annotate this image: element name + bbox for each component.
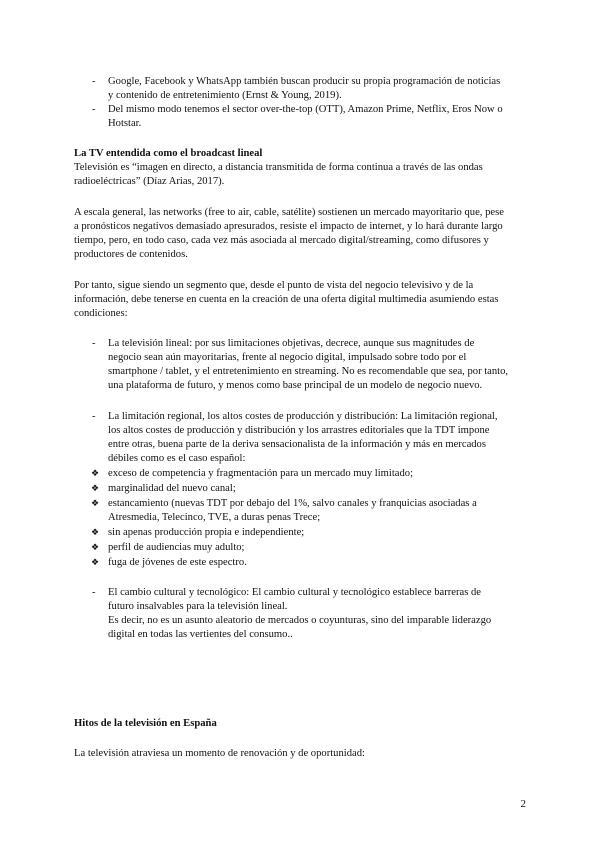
top-bullet-1-line-1 bbox=[108, 74, 528, 89]
diamond-bullet-icon: ❖ bbox=[91, 557, 100, 567]
paragraph-2-line-2: información, debe tenerse en cuenta en la creación de una oferta digital multimedia asumiendo estas bbox=[74, 294, 499, 305]
bullet-marker: - bbox=[92, 104, 96, 115]
bullet-c-line-1: El cambio cultural y tecnológico: El cambio cultural y tecnológico establece barreras de bbox=[108, 587, 481, 598]
bullet-c-line-3: Es decir, no es un asunto aleatorio de mercados o coyunturas, sino del imparable liderazgo bbox=[108, 615, 492, 626]
paragraph-2-line-3: condiciones: bbox=[74, 308, 128, 319]
section-title: La TV entendida como el broadcast lineal bbox=[74, 148, 263, 159]
bullet-marker: - bbox=[92, 338, 96, 349]
diamond-bullet-icon: ❖ bbox=[91, 542, 100, 552]
bullet-marker: - bbox=[92, 76, 96, 87]
sub-item-1: exceso de competencia y fragmentación para un mercado muy limitado; bbox=[108, 468, 414, 479]
bullet-b-line-4: débiles como es el caso español: bbox=[108, 453, 246, 464]
paragraph-2-line-1: Por tanto, sigue siendo un segmento que, desde el punto de vista del negocio televisivo y de la bbox=[74, 280, 474, 291]
bullet-marker: - bbox=[92, 411, 96, 422]
sub-item-3-line-2: Atresmedia, Telecinco, TVE, a duras penas Trece; bbox=[108, 512, 321, 523]
diamond-bullet-icon: ❖ bbox=[91, 468, 100, 478]
bullet-c-line-2: futuro insalvables para la televisión lineal. bbox=[108, 601, 288, 612]
bullet-a-line-3: smartphone / tablet, y el entretenimiento en streaming. No es recomendable que sea, por tanto, bbox=[108, 366, 509, 377]
sub-item-6: fuga de jóvenes de este espectro. bbox=[108, 557, 247, 568]
paragraph-1-line-1: A escala general, las networks (free to air, cable, satélite) sostienen un mercado mayoritario que, pese bbox=[74, 207, 504, 218]
bullet-a-line-1: La televisión lineal: por sus limitaciones objetivas, decrece, aunque sus magnitudes de bbox=[108, 338, 475, 349]
top-bullet-1-line-2: y contenido de entretenimiento (Ernst & Young, 2019). bbox=[108, 90, 342, 101]
bullet-marker: - bbox=[92, 587, 96, 598]
bullet-b-line-2: los altos costes de producción y distribución y los arrastres editoriales que la TDT impone bbox=[108, 425, 490, 436]
paragraph-1-line-4: productores de contenidos. bbox=[74, 249, 188, 260]
section-title: Hitos de la televisión en España bbox=[74, 718, 217, 729]
sub-item-2: marginalidad del nuevo canal; bbox=[108, 483, 236, 494]
diamond-bullet-icon: ❖ bbox=[91, 527, 100, 537]
bullet-b-line-1: La limitación regional, los altos costes de producción y distribución: La limitación regional, bbox=[108, 411, 498, 422]
bullet-b-line-3: entre otras, buena parte de la deriva sensacionalista de la información y más en mercados bbox=[108, 439, 486, 450]
page-number: 2 bbox=[520, 798, 526, 810]
definition-line-1: Televisión es “imagen en directo, a distancia transmitida de forma continua a través de las ondas bbox=[74, 162, 483, 173]
paragraph-1-line-2: a pronósticos negativos demasiado apresurados, resiste el impacto de internet, y lo hará durante largo bbox=[74, 221, 503, 232]
definition-line-2: radioeléctricas” (Díaz Arias, 2017). bbox=[74, 176, 225, 187]
sub-item-4: sin apenas producción propia e independiente; bbox=[108, 527, 305, 538]
bullet-a-line-4: una plataforma de futuro, y menos como base principal de un modelo de negocio nuevo. bbox=[108, 380, 483, 391]
closing-line: La televisión atraviesa un momento de renovación y de oportunidad: bbox=[74, 748, 365, 759]
sub-item-3-line-1: estancamiento (nuevas TDT por debajo del 1%, salvo canales y franquicias asociadas a bbox=[108, 498, 477, 509]
sub-item-5: perfil de audiencias muy adulto; bbox=[108, 542, 245, 553]
bullet-c-line-4: digital en todas las vertientes del consumo.. bbox=[108, 629, 293, 640]
bullet-a-line-2: negocio sean aún mayoritarias, frente al negocio digital, impulsado sobre todo por el bbox=[108, 352, 467, 363]
text-line: Google, Facebook y WhatsApp también buscan producir su propia programación de noticias bbox=[108, 76, 501, 87]
paragraph-1-line-3: tiempo, pero, en todo caso, cada vez más asociada al mercado digital/streaming, como difusores y bbox=[74, 235, 489, 246]
top-bullet-2-line-1: Del mismo modo tenemos el sector over-the-top (OTT), Amazon Prime, Netflix, Eros Now o bbox=[108, 104, 503, 115]
diamond-bullet-icon: ❖ bbox=[91, 483, 100, 493]
top-bullet-2-line-2: Hotstar. bbox=[108, 118, 142, 129]
diamond-bullet-icon: ❖ bbox=[91, 498, 100, 508]
